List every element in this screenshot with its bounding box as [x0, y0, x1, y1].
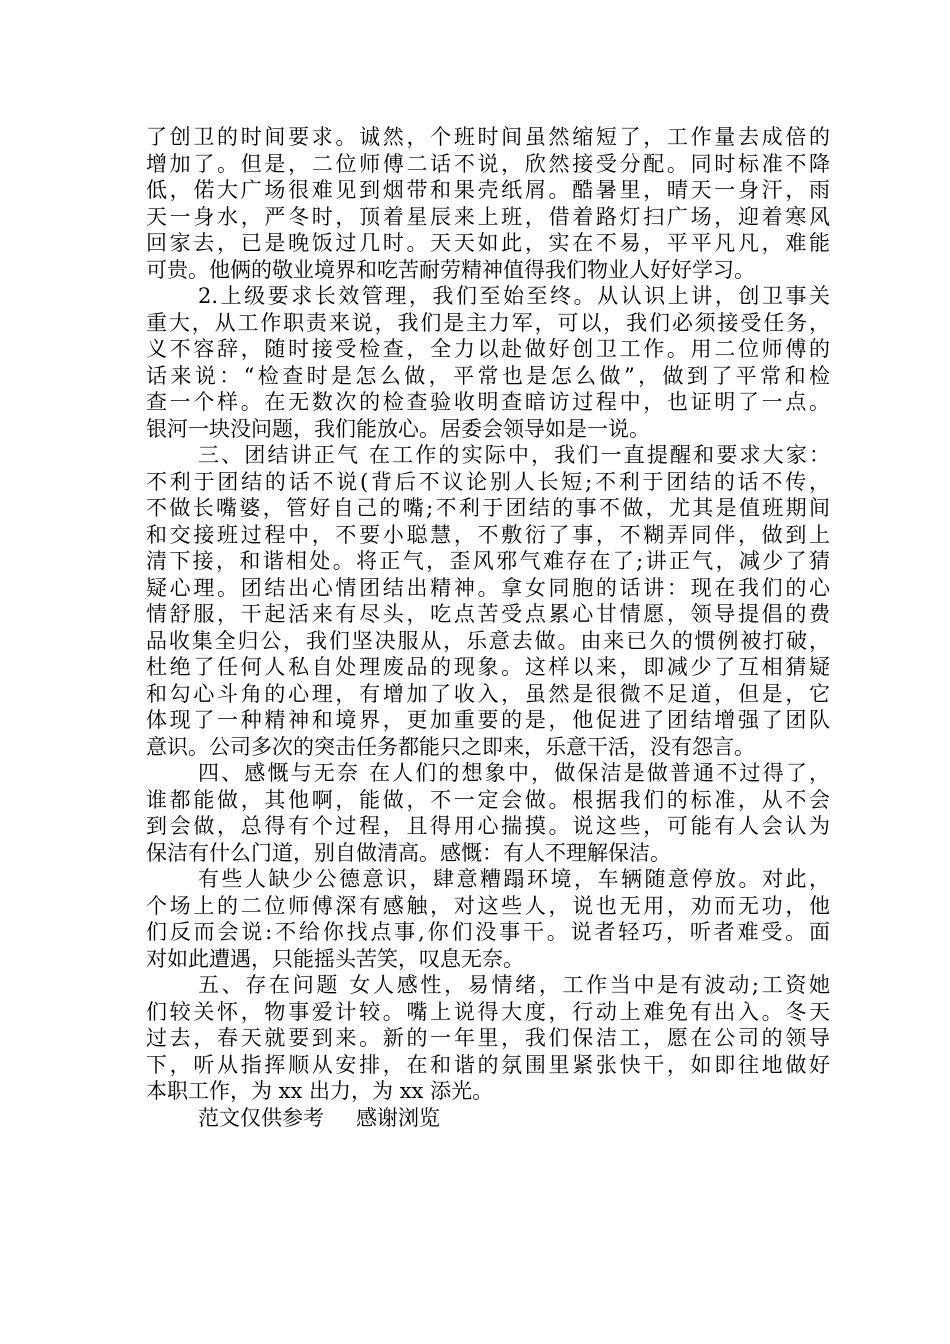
- text-line: 到会做，总得有个过程，且得用心揣摸。说这些，可能有人会认为: [146, 814, 830, 838]
- text-line: 天一身水，严冬时，顶着星辰来上班，借着路灯扫广场，迎着寒风: [146, 204, 830, 229]
- text-line: 可贵。他俩的敬业境界和吃苦耐劳精神值得我们物业人好好学习。: [146, 257, 755, 282]
- text-line: 疑心理。团结出心情团结出精神。拿女同胞的话讲：现在我们的心: [146, 575, 830, 600]
- text-line: 清下接，和谐相处。将正气，歪风邪气难存在了;讲正气，减少了猜: [146, 549, 830, 573]
- text-line: 四、感慨与无奈 在人们的想象中，做保洁是做普通不过得了，: [198, 761, 830, 785]
- text-line: 过去，春天就要到来。新的一年里，我们保洁工，愿在公司的领导: [146, 1026, 830, 1050]
- text-line: 五、存在问题 女人感性，易情绪，工作当中是有波动;工资她: [198, 973, 830, 997]
- text-line: 义不容辞，随时接受检查，全力以赴做好创卫工作。用二位师傅的: [146, 337, 830, 361]
- text-line: 话来说：“检查时是怎么做，平常也是怎么做”，做到了平常和检: [146, 363, 830, 388]
- text-line: 本职工作，为 xx 出力，为 xx 添光。: [146, 1079, 494, 1103]
- document-body: [146, 124, 830, 1131]
- text-line: 回家去，已是晚饭过几时。天天如此，实在不易，平平凡凡，难能: [146, 231, 830, 255]
- paragraph-p2: [146, 283, 830, 442]
- footer-right-text: 感谢浏览: [356, 1105, 440, 1130]
- text-line: 和勾心斗角的心理，有增加了收入，虽然是很微不足道，但是，它: [146, 681, 830, 706]
- text-line: 增加了。但是，二位师傅二话不说，欣然接受分配。同时标准不降: [146, 151, 830, 176]
- text-line: 对如此遭遇，只能摇头苦笑，叹息无奈。: [146, 946, 524, 971]
- text-line: 查一个样。在无数次的检查验收明查暗访过程中，也证明了一点。: [146, 390, 830, 414]
- text-line: 谁都能做，其他啊，能做，不一定会做。根据我们的标准，从不会: [146, 787, 830, 812]
- paragraph-p4: [146, 760, 830, 866]
- paragraph-p1: [146, 124, 830, 283]
- text-line: 个场上的二位师傅深有感触，对这些人，说也无用，劝而无功，他: [146, 893, 830, 918]
- text-line: 有些人缺少公德意识，肆意糟蹋环境，车辆随意停放。对此，: [198, 867, 830, 891]
- text-line: 情舒服，干起活来有尽头，吃点苦受点累心甘情愿，领导提倡的费: [146, 602, 830, 626]
- text-line: 和交接班过程中，不要小聪慧，不敷衍了事，不糊弄同伴，做到上: [146, 522, 830, 547]
- footer-left-text: 范文仅供参考: [198, 1105, 324, 1130]
- text-line: 保洁有什么门道，别自做清高。感慨：有人不理解保洁。: [146, 840, 671, 865]
- footer-note: [146, 1105, 830, 1132]
- text-line: 三、团结讲正气 在工作的实际中，我们一直提醒和要求大家：: [198, 443, 830, 467]
- text-line: 体现了一种精神和境界，更加重要的是，他促进了团结增强了团队: [146, 708, 830, 732]
- text-line: 杜绝了任何人私自处理废品的现象。这样以来，即减少了互相猜疑: [146, 655, 830, 679]
- text-line: 银河一块没问题，我们能放心。居委会领导如是一说。: [146, 416, 650, 441]
- paragraph-p3: [146, 442, 830, 760]
- text-line: 2.上级要求长效管理，我们至始至终。从认识上讲，创卫事关: [198, 284, 830, 308]
- text-line: 下，听从指挥顺从安排，在和谐的氛围里紧张快干，如即往地做好: [146, 1052, 830, 1077]
- text-line: 不利于团结的话不说(背后不议论别人长短;不利于团结的话不传，: [146, 469, 830, 494]
- paragraph-p6: [146, 972, 830, 1105]
- text-line: 了创卫的时间要求。诚然，个班时间虽然缩短了，工作量去成倍的: [146, 125, 830, 149]
- text-line: 们较关怀，物事爱计较。嘴上说得大度，行动上难免有出入。冬天: [146, 999, 830, 1024]
- text-line: 意识。公司多次的突击任务都能只之即来，乐意干活，没有怨言。: [146, 734, 755, 759]
- text-line: 品收集全归公，我们坚决服从，乐意去做。由来已久的惯例被打破，: [146, 628, 830, 653]
- text-line: 低，偌大广场很难见到烟带和果壳纸屑。酷暑里，晴天一身汗，雨: [146, 178, 830, 202]
- text-line: 不做长嘴婆，管好自己的嘴;不利于团结的事不做，尤其是值班期间: [146, 496, 830, 520]
- text-line: 重大，从工作职责来说，我们是主力军，可以，我们必须接受任务，: [146, 310, 830, 335]
- paragraph-p5: [146, 866, 830, 972]
- text-line: 们反而会说:不给你找点事,你们没事干。说者轻巧，听者难受。面: [146, 920, 830, 944]
